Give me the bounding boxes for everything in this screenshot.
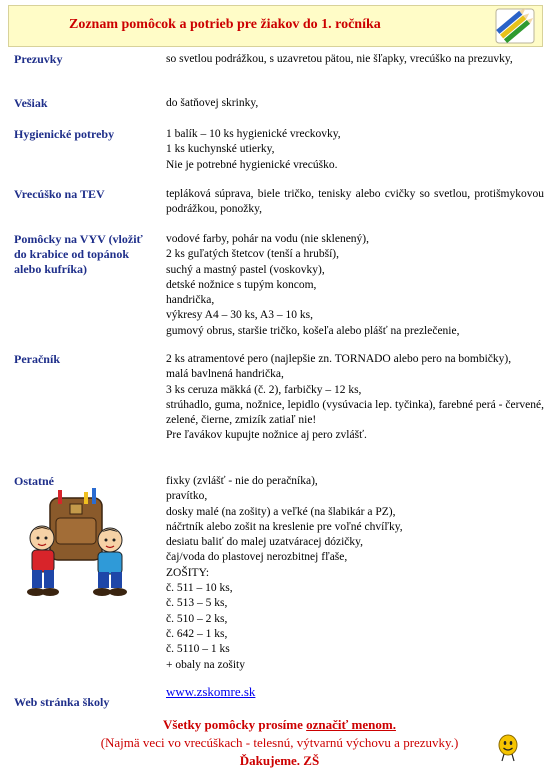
content-line: pravítko,	[166, 490, 208, 503]
footer-note-detail: (Najmä veci vo vrecúškach - telesnú, výtvarnú výchovu a prezuvky.)	[100, 735, 459, 750]
section-content	[166, 232, 544, 339]
content-line: handrička,	[166, 294, 215, 307]
section-content	[166, 352, 544, 444]
content-line: so svetlou podrážkou, s uzavretou pätou, nie šľapky, vrecúško na prezuvky,	[166, 53, 513, 65]
content-line: + obaly na zošity	[166, 658, 245, 671]
content-line: malá bavlnená handrička,	[166, 368, 284, 381]
section-label: Pomôcky na VYV (vložiť do krabice od topánok alebo kufríka)	[14, 232, 143, 276]
content-line: suchý a mastný pastel (voskovky),	[166, 263, 325, 276]
content-line: č. 511 – 10 ks,	[166, 582, 233, 595]
content-line: výkresy A4 – 30 ks, A3 – 10 ks,	[166, 309, 313, 322]
content-line: 2 ks atramentové pero (najlepšie zn. TORNADO alebo pero na bombičky),	[166, 353, 512, 365]
school-website-link[interactable]: www.zskomre.sk	[166, 684, 256, 699]
content-line: vodové farby, pohár na vodu (nie sklenený),	[166, 233, 369, 245]
content-line: desiatu baliť do malej uzatváracej dózičky,	[166, 536, 364, 549]
content-line: čaj/voda do plastovej nerozbitnej fľaše,	[166, 551, 348, 564]
section-label: Hygienické potreby	[14, 127, 115, 141]
content-line: tepláková súprava, biele tričko, tenisky alebo cvičky so svetlou, protišmykovou podrážkou, ponožky,	[166, 188, 544, 216]
section-content	[166, 187, 544, 218]
content-line: č. 510 – 2 ks,	[166, 612, 228, 625]
footer-thanks: Ďakujeme. ZŠ	[239, 753, 320, 768]
section-label: Peračník	[14, 352, 60, 366]
content-line: detské nožnice s tupým koncom,	[166, 278, 317, 291]
title-banner	[8, 5, 543, 47]
content-line: 1 balík – 10 ks hygienické vreckovky,	[166, 128, 341, 140]
content-line: dosky malé (na zošity) a veľké (na šlabikár a PZ),	[166, 505, 396, 518]
section-content	[166, 474, 544, 673]
content-line: do šatňovej skrinky,	[166, 97, 259, 109]
content-line: č. 5110 – 1 ks	[166, 643, 230, 656]
section-label: Vrecúško na TEV	[14, 187, 105, 201]
content-line: gumový obrus, staršie tričko, košeľa alebo plášť na prezlečenie,	[166, 324, 460, 337]
content-line: ZOŠITY:	[166, 566, 210, 579]
smiley-icon	[496, 733, 520, 763]
section-label: Prezuvky	[14, 52, 63, 66]
content-line: 2 ks guľatých štetcov (tenší a hrubší),	[166, 248, 339, 261]
footer-note-prefix: Všetky pomôcky prosíme	[163, 717, 307, 732]
footer-note-label	[0, 716, 559, 733]
crayons-icon	[492, 6, 538, 46]
section-content	[166, 52, 544, 67]
content-line: náčrtník alebo zošit na kreslenie pre voľné chvíľky,	[166, 520, 403, 533]
section-label: Vešiak	[14, 96, 48, 110]
page-title: Zoznam pomôcok a potrieb pre žiakov do 1. ročníka	[69, 17, 381, 32]
content-line: fixky (zvlášť - nie do peračníka),	[166, 475, 318, 487]
content-line: 3 ks ceruza mäkká (č. 2), farbičky – 12 ks,	[166, 383, 362, 396]
content-line: 1 ks kuchynské utierky,	[166, 143, 275, 156]
web-label: Web stránka školy	[14, 695, 110, 709]
footer-note-emphasis: označiť menom.	[306, 717, 396, 732]
content-line: Nie je potrebné hygienické vrecúško.	[166, 158, 338, 171]
content-line: Pre ľavákov kupujte nožnice aj pero zvlášť.	[166, 429, 367, 442]
section-content	[166, 96, 544, 111]
content-line: strúhadlo, guma, nožnice, lepidlo (vysúvacia lep. tyčinka), farebné perá - červené, zelené, čierne, zmizík zatiaľ nie!	[166, 398, 544, 427]
content-line: č. 642 – 1 ks,	[166, 627, 228, 640]
section-label: Ostatné	[14, 474, 54, 488]
content-line: č. 513 – 5 ks,	[166, 597, 228, 610]
section-content	[166, 127, 544, 173]
kids-backpack-illustration	[12, 488, 140, 600]
